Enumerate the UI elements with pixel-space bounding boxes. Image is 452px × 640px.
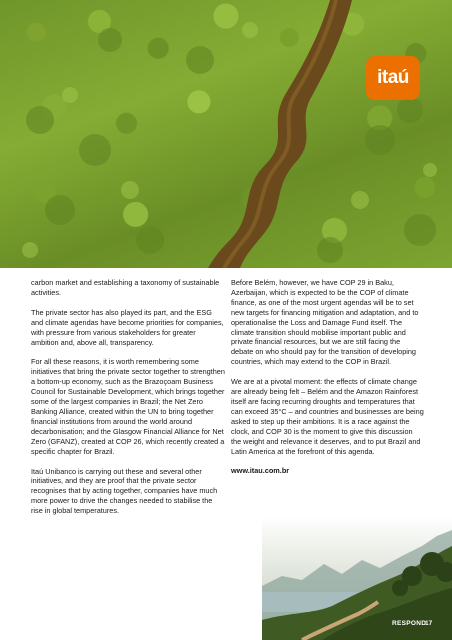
- page-number: 17: [425, 620, 433, 627]
- river-illustration: [0, 0, 452, 268]
- itau-logo: [366, 56, 420, 100]
- paragraph: Itaú Unibanco is carrying out these and several other initiatives, and they are proof that the private sector recognises that by acting together, companies have much more power to drive the changes needed to stabilise the rise in global temperatures.: [31, 466, 218, 516]
- paragraph: Before Belém, however, we have COP 29 in Baku, Azerbaijan, which is expected to be the COP of climate finance, as one of the most urgent agendas will be to set new targets for financing mitigation and adaptation, and to operationalise the Loss and Damage Fund itself. The climate transition should mobilise important public and private financial resources, but we are still facing the debate on who should pay for the transition of developing countries, which may extend to the COP in Brazil.: [231, 278, 419, 367]
- hero-forest-river-image: [0, 0, 452, 268]
- paragraph: carbon market and establishing a taxonomy of sustainable activities.: [31, 278, 220, 297]
- paragraph: The private sector has also played its part, and the ESG and climate agendas have become priorities for companies, with pressure from various stakeholders for greater ambition and, above all, transparency.: [31, 307, 224, 347]
- section-label: RESPOND: [392, 620, 427, 627]
- left-text-column: [31, 278, 225, 526]
- paragraph: We are at a pivotal moment: the effects of climate change are already being felt – Belém and the Amazon Rainforest itself are facing recurring droughts and temperatures that can exceed 35°C – and countries and businesses are being asked to step up their ambitions. It is a race against the clock, and COP 30 is the moment to give this discussion the weight and relevance it deserves, and to put Brazil and Latin America at the forefront of this agenda.: [231, 377, 424, 456]
- paragraph: For all these reasons, it is worth remembering some initiatives that bring the private sector together to strengthen a bottom-up economy, such as the Brazoçoam Business Council for Sustainable Development, which brings together some of the largest companies in Brazil; the Net Zero Banking Alliance, created within the UN to bring together financial institutions from around the world around decarbonisation; and the Glasgow Financial Alliance for Net Zero (GFANZ), created at COP 26, which recently created a specific chapter for Brazil.: [31, 357, 225, 456]
- right-text-column: [231, 278, 424, 486]
- website-link[interactable]: www.itau.com.br: [231, 466, 290, 476]
- logo-text: itaú: [377, 67, 409, 88]
